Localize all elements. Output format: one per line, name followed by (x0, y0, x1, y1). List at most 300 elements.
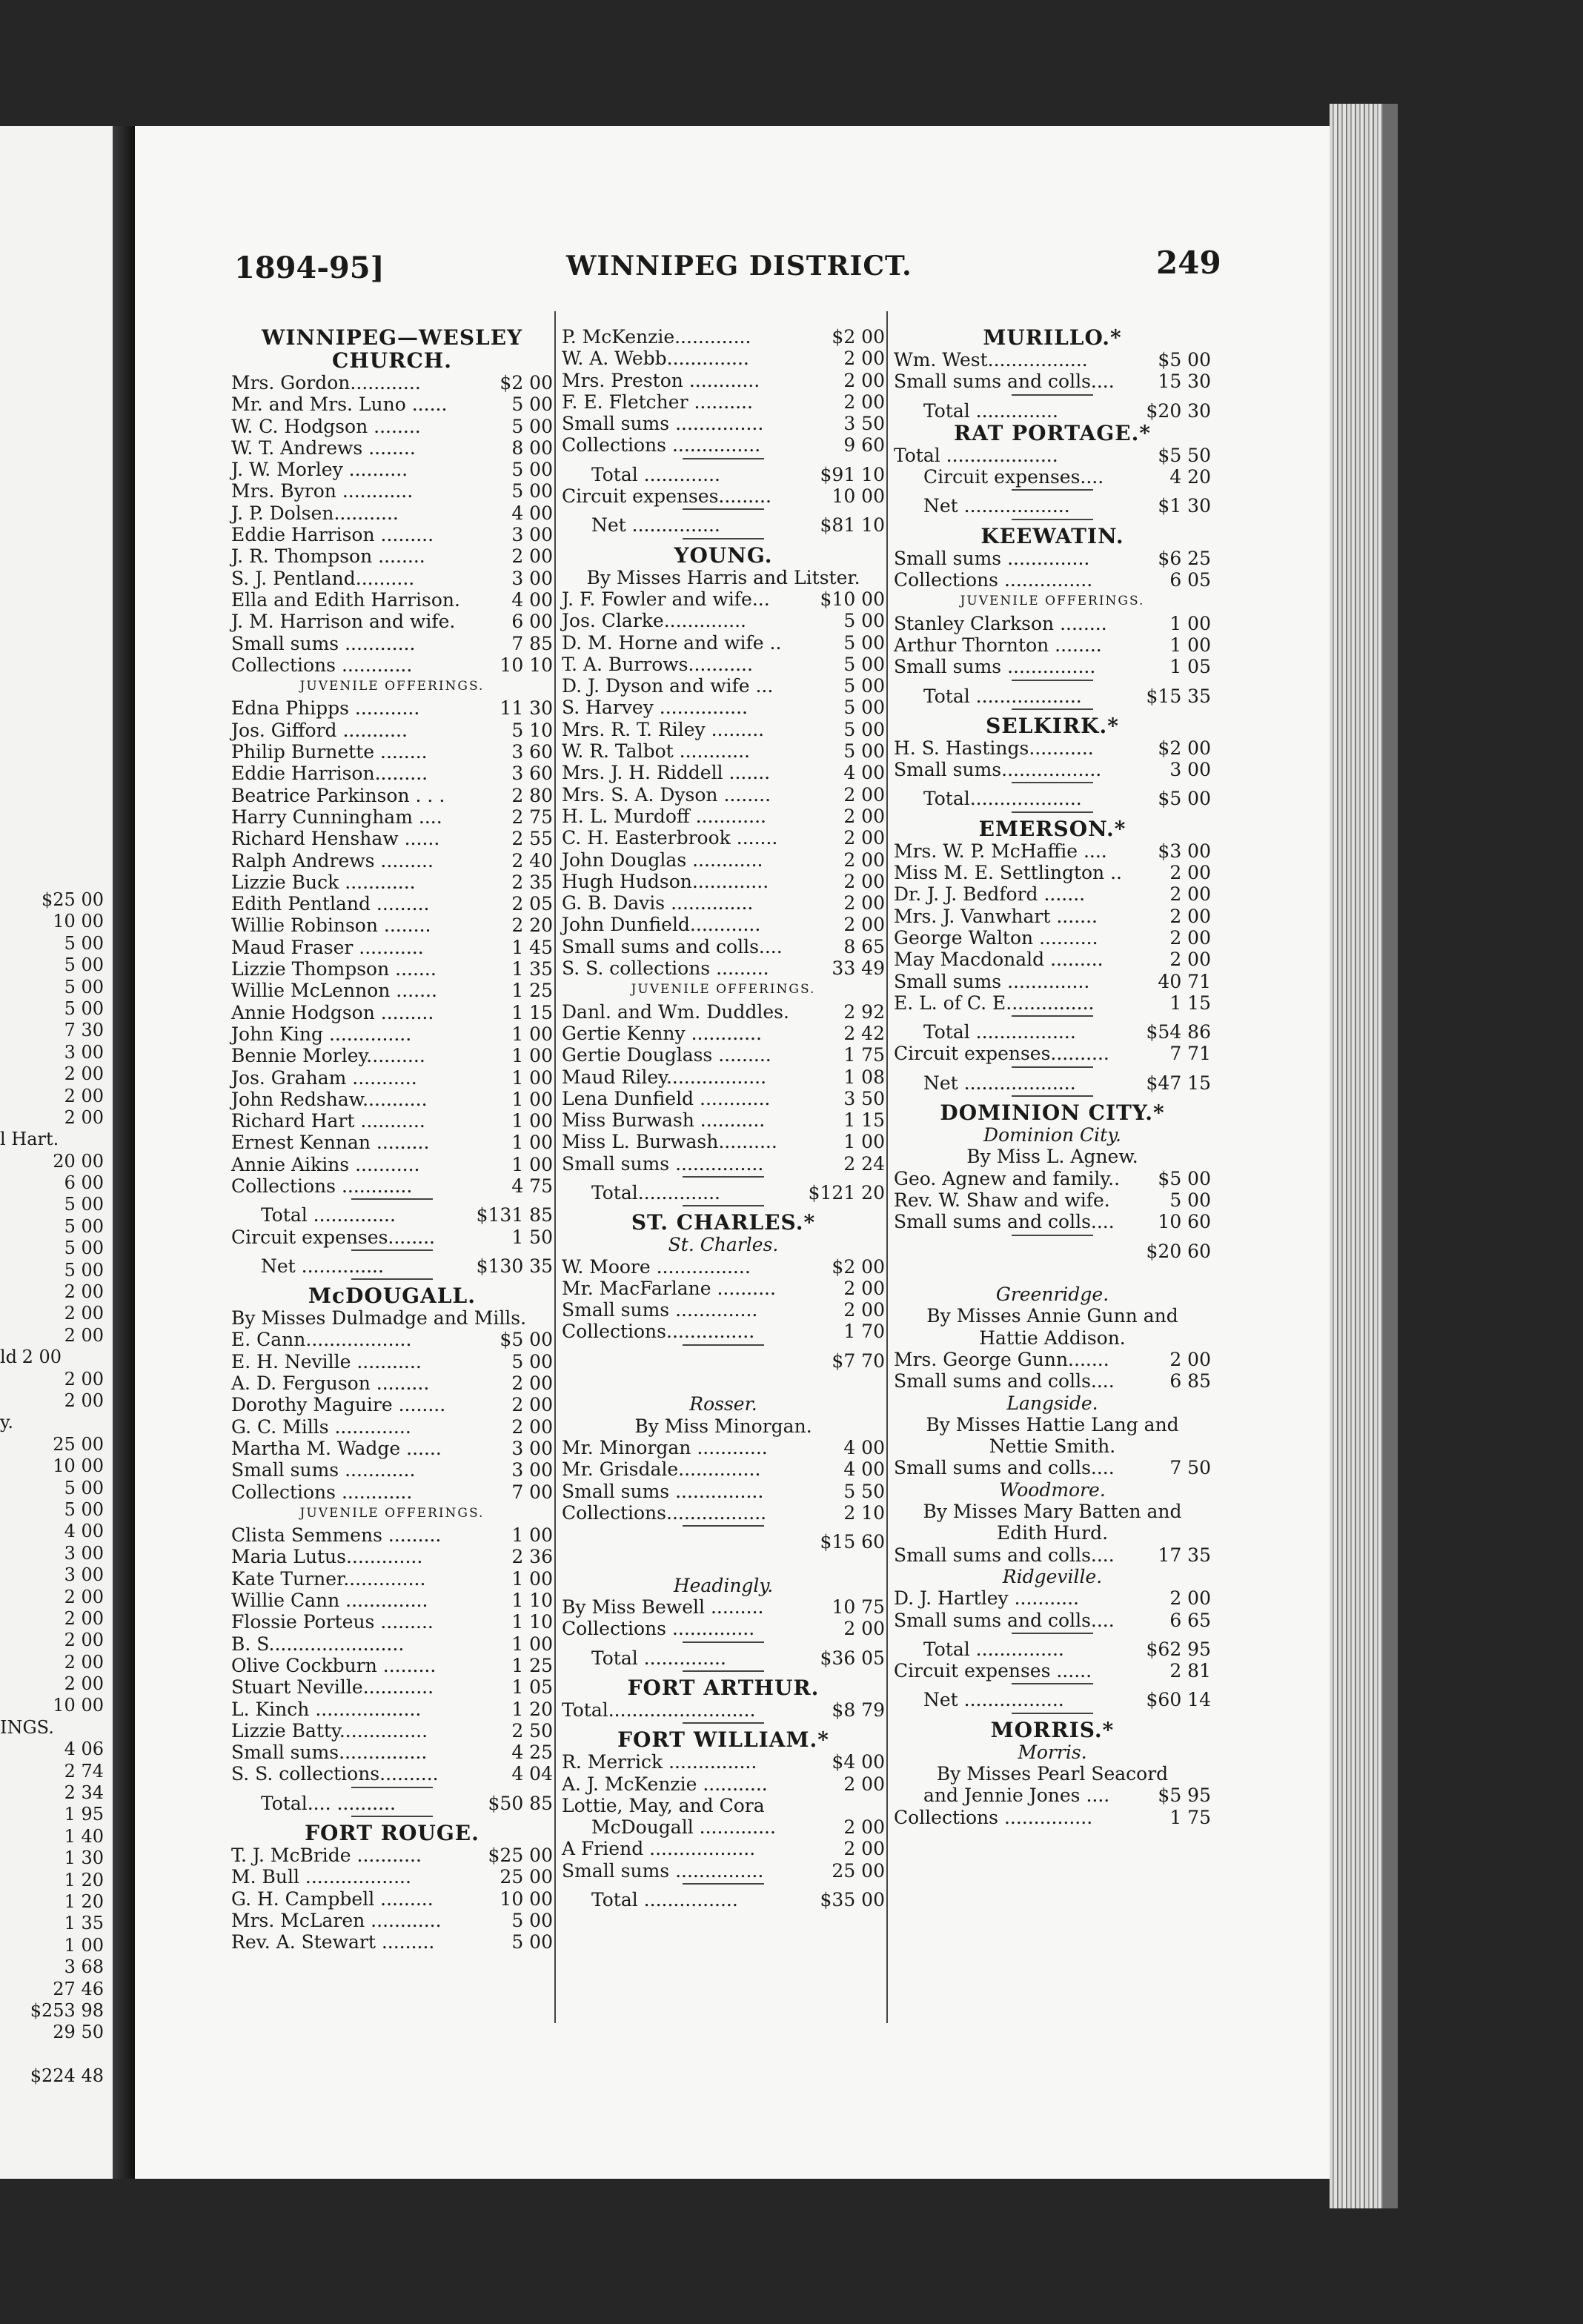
amount: 2 00 (1169, 1587, 1211, 1610)
donor-name: Small sums .............. (894, 547, 1090, 569)
amount: 3 50 (843, 413, 885, 435)
facing-page-row (0, 1673, 111, 1695)
donor-name: S. S. collections ......... (562, 957, 769, 980)
facing-page-row (0, 889, 111, 911)
amount: 1 00 (843, 1131, 885, 1153)
amount: 2 00 (1169, 926, 1211, 949)
donor-name: H. S. Hastings........... (894, 737, 1094, 759)
facing-page-amount: 2 00 (64, 1607, 104, 1629)
donor-name: Total .................. (923, 685, 1082, 707)
ledger-row (231, 785, 553, 806)
donor-name: Mrs. George Gunn....... (894, 1348, 1109, 1370)
facing-page-row (0, 1913, 111, 1934)
donor-name: Mrs. Preston ............ (562, 369, 760, 391)
donor-name: and Jennie Jones .... (923, 1784, 1110, 1807)
donor-name: B. S....................... (231, 1633, 405, 1655)
amount: 1 00 (511, 1633, 553, 1655)
amount: 3 00 (511, 524, 553, 546)
amount: 2 00 (843, 1838, 885, 1860)
place-subheading: Langside. (1006, 1392, 1098, 1414)
amount: $81 10 (820, 514, 885, 537)
donor-name: Small sums................. (894, 759, 1102, 781)
ledger-row (562, 1109, 885, 1131)
ledger-row (562, 1751, 885, 1773)
juvenile-offerings-label: JUVENILE OFFERINGS. (631, 982, 816, 997)
amount: $50 85 (488, 1792, 553, 1814)
donor-name: Total .............. (591, 1647, 726, 1669)
donor-name: George Walton .......... (894, 926, 1098, 949)
ledger-row (562, 762, 885, 783)
ledger-row (562, 632, 885, 654)
donor-name: Mr. Grisdale.............. (562, 1458, 761, 1481)
amount: 1 00 (511, 1567, 553, 1590)
place-subheading: St. Charles. (668, 1234, 779, 1256)
facing-page-row (0, 977, 111, 998)
section-heading: MORRIS.* (990, 1717, 1115, 1742)
amount: 2 00 (511, 1415, 553, 1438)
amount: 1 10 (511, 1611, 553, 1633)
ledger-row (894, 949, 1211, 970)
facing-page-row (0, 1107, 111, 1129)
donor-name: Mrs. J. H. Riddell ....... (562, 762, 771, 784)
ledger-row (894, 927, 1211, 949)
facing-page-amount: 1 40 (64, 1825, 104, 1847)
section-heading: RAT PORTAGE.* (954, 420, 1151, 445)
amount: $91 10 (820, 463, 885, 485)
donor-name: J. R. Thompson ........ (231, 545, 425, 568)
amount: 2 55 (511, 828, 553, 850)
ledger-row (894, 1457, 1211, 1478)
amount: 1 00 (511, 1132, 553, 1154)
donor-name: Maud Fraser ........... (231, 936, 424, 958)
amount: $54 86 (1146, 1021, 1211, 1043)
facing-page-amount: 10 00 (53, 1455, 104, 1477)
place-subheading: Ridgeville. (1002, 1565, 1103, 1587)
ledger-row (562, 1596, 885, 1618)
ledger-row (894, 992, 1211, 1014)
ledger-row (231, 1910, 553, 1931)
ledger-row (894, 862, 1211, 883)
facing-page-row (0, 1390, 111, 1412)
donor-name: J. F. Fowler and wife... (562, 588, 770, 610)
donor-name: John King .............. (231, 1023, 412, 1045)
amount: 1 15 (511, 1001, 553, 1023)
facing-page-amount: 2 00 (21, 1347, 62, 1368)
ledger-row (231, 1154, 553, 1175)
amount: 33 49 (832, 957, 885, 980)
juvenile-offerings-label: JUVENILE OFFERINGS. (960, 594, 1145, 609)
facing-page-row (0, 1782, 111, 1804)
ledger-row (231, 1394, 553, 1415)
facing-page-amount: 3 00 (64, 1564, 104, 1586)
ledger-row (231, 524, 553, 545)
donor-name: Small sums and colls.... (562, 935, 783, 957)
donor-name: Circuit expenses.......... (894, 1043, 1109, 1065)
donor-name: Stanley Clarkson ........ (894, 612, 1107, 634)
ledger-row (562, 1860, 885, 1882)
ledger-row (562, 1321, 885, 1342)
page-shadow (1383, 104, 1398, 2208)
donor-name: C. H. Easterbrook ....... (562, 827, 778, 849)
amount: $5 00 (1158, 788, 1211, 810)
facing-page-amount: 1 20 (64, 1869, 104, 1890)
donor-name: T. A. Burrows........... (562, 653, 753, 675)
facing-page-amount: 6 00 (64, 1172, 104, 1194)
donor-name: Ralph Andrews ......... (231, 849, 434, 872)
donor-name: Total .............. (261, 1204, 396, 1226)
section-heading: CHURCH. (332, 348, 452, 373)
donor-name: Total.............. (591, 1181, 720, 1204)
donor-name: Collections ............ (231, 1481, 413, 1503)
facing-page-row (0, 1499, 111, 1521)
donor-name: Small sums and colls.... (894, 1211, 1115, 1233)
facing-page-row (0, 1804, 111, 1825)
ledger-row (231, 1568, 553, 1590)
ledger-row (894, 1807, 1211, 1828)
amount: 4 75 (511, 1175, 553, 1197)
ledger-row (562, 1088, 885, 1109)
donor-name: Lizzie Batty............... (231, 1719, 428, 1742)
facing-page-amount: 2 00 (64, 1303, 104, 1324)
ledger-row (894, 737, 1211, 759)
amount: 1 10 (511, 1590, 553, 1612)
ledger-row (231, 1067, 553, 1089)
donor-name: Mrs. S. A. Dyson ........ (562, 783, 771, 806)
donor-name: Collections ............... (562, 434, 761, 456)
ledger-row (894, 1349, 1211, 1370)
ledger-row (562, 485, 885, 507)
amount: 1 05 (511, 1676, 553, 1699)
donor-name: Small sums ............... (562, 1859, 764, 1882)
rule-line (1012, 680, 1093, 681)
amount: $15 35 (1146, 685, 1211, 707)
ledger-row (231, 1329, 553, 1350)
amount: $5 95 (1158, 1784, 1211, 1807)
section-heading: DOMINION CITY.* (940, 1100, 1165, 1126)
donor-name: Small sums ............ (231, 1459, 416, 1481)
facing-page-amount: 5 00 (64, 1498, 104, 1520)
amount: $36 05 (820, 1647, 885, 1669)
donor-name: Edith Pentland ......... (231, 893, 430, 915)
section-heading: FORT ROUGE. (305, 1821, 479, 1845)
rule-line (351, 1249, 433, 1251)
ledger-row (562, 1001, 885, 1023)
rule-line (1012, 1066, 1093, 1068)
ledger-row (231, 893, 553, 914)
donor-name: John Douglas ............ (562, 849, 763, 871)
amount: 1 00 (511, 1153, 553, 1175)
ledger-row (231, 1546, 553, 1567)
facing-page-row (0, 1412, 111, 1433)
amount: 2 36 (511, 1546, 553, 1568)
ledger-row (562, 464, 885, 485)
amount: 25 00 (832, 1859, 885, 1882)
ledger-row (562, 588, 885, 610)
donor-name: Lizzie Buck ............ (231, 871, 416, 893)
ledger-row (562, 1502, 885, 1524)
donor-name: Flossie Porteus ......... (231, 1611, 434, 1633)
facing-page-row (0, 1129, 111, 1150)
ledger-row (231, 1481, 553, 1503)
amount: 2 00 (843, 1816, 885, 1839)
rule-line (683, 1722, 764, 1724)
facing-page-row (0, 998, 111, 1020)
facing-page-row (0, 1455, 111, 1477)
amount: 1 15 (843, 1109, 885, 1132)
ledger-row (231, 459, 553, 480)
amount: 1 75 (843, 1044, 885, 1066)
donor-name: Maud Riley................. (562, 1066, 767, 1088)
amount: $121 20 (808, 1181, 885, 1204)
donor-name: Gertie Kenny ............ (562, 1022, 762, 1044)
collector-note: By Misses Pearl Seacord (936, 1763, 1169, 1785)
ledger-row (894, 1370, 1211, 1392)
amount: 2 40 (511, 849, 553, 872)
rule-line (351, 1198, 433, 1200)
ledger-row (562, 849, 885, 871)
donor-name: Small sums and colls.... (894, 1544, 1115, 1566)
donor-name: Dorothy Maguire ........ (231, 1394, 446, 1416)
amount: $10 00 (820, 588, 885, 610)
donor-name: A Friend .................. (562, 1838, 756, 1860)
ledger-row (562, 1182, 885, 1204)
donor-name: Total.... .......... (261, 1792, 396, 1814)
ledger-row (562, 1437, 885, 1458)
ledger-row (231, 1045, 553, 1066)
facing-page-row (0, 1325, 111, 1347)
ledger-row (231, 1132, 553, 1153)
ledger-row (894, 759, 1211, 780)
amount: 4 00 (843, 1436, 885, 1458)
amount: 2 00 (843, 892, 885, 914)
ledger-row (562, 326, 885, 348)
book-gutter (113, 126, 135, 2179)
amount: $2 00 (1158, 737, 1211, 759)
ledger-row (231, 1372, 553, 1394)
donor-name: Small sums .............. (894, 970, 1090, 992)
amount: 5 00 (1169, 1189, 1211, 1211)
donor-name: Mrs. Gordon............ (231, 372, 421, 394)
donor-name: Lottie, May, and Cora (562, 1794, 765, 1816)
amount: 3 50 (843, 1087, 885, 1109)
amount: $5 00 (500, 1329, 553, 1351)
donor-name: By Miss Bewell ......... (562, 1596, 764, 1618)
page-edges (1330, 104, 1383, 2208)
amount: 1 00 (511, 1088, 553, 1110)
facing-page-row (0, 1086, 111, 1107)
amount: 10 10 (500, 654, 553, 676)
amount: 15 30 (1158, 371, 1211, 393)
amount: 2 00 (1169, 1348, 1211, 1370)
donor-name: D. M. Horne and wife .. (562, 631, 782, 654)
facing-page-amount: 2 00 (64, 1106, 104, 1128)
amount: 4 00 (511, 502, 553, 524)
ledger-row (231, 828, 553, 849)
amount: 4 25 (511, 1742, 553, 1764)
facing-page-row (0, 1216, 111, 1238)
facing-page-amount: 20 00 (53, 1150, 104, 1172)
donor-name: Net .............. (261, 1255, 384, 1277)
facing-page-row (0, 1847, 111, 1869)
amount: $6 25 (1158, 547, 1211, 569)
facing-page-amount: 1 30 (64, 1847, 104, 1869)
collector-note: Hattie Addison. (979, 1327, 1126, 1349)
donor-name: McDougall ............. (591, 1816, 776, 1839)
ledger-row (894, 613, 1211, 634)
facing-page-amount: 2 00 (64, 1281, 104, 1303)
ledger-row (894, 1168, 1211, 1189)
donor-name: Total................... (923, 788, 1082, 810)
juvenile-offerings-label: JUVENILE OFFERINGS. (299, 679, 485, 694)
amount: 2 81 (1169, 1660, 1211, 1682)
donor-name: Willie Robinson ........ (231, 914, 431, 937)
amount: 3 00 (1169, 759, 1211, 781)
facing-page-row (0, 1020, 111, 1041)
rule-line (683, 1344, 764, 1346)
amount: 2 00 (1169, 883, 1211, 906)
ledger-row (231, 480, 553, 502)
ledger-row (231, 1763, 553, 1784)
amount: 1 25 (511, 1654, 553, 1676)
amount: 2 00 (843, 369, 885, 391)
donor-name: P. McKenzie............. (562, 326, 751, 348)
facing-page-amount: 2 00 (64, 1063, 104, 1085)
rule-line (1012, 782, 1093, 783)
ledger-row (231, 1226, 553, 1248)
ledger-row (894, 371, 1211, 392)
facing-page-row (0, 1891, 111, 1913)
amount: 2 50 (511, 1719, 553, 1742)
facing-page-row (0, 1870, 111, 1891)
section-heading: ST. CHARLES.* (631, 1210, 816, 1235)
amount: 2 10 (843, 1501, 885, 1524)
page-year: 1894-95] (234, 250, 385, 285)
ledger-row (231, 1438, 553, 1459)
ledger-row (231, 654, 553, 676)
juvenile-offerings-label: JUVENILE OFFERINGS. (299, 1505, 485, 1521)
ledger-row (894, 1639, 1211, 1660)
donor-name: Ernest Kennan ......... (231, 1132, 430, 1154)
amount: 2 75 (511, 806, 553, 828)
donor-name: May Macdonald ......... (894, 949, 1104, 971)
column-divider (554, 311, 556, 2023)
ledger-row (562, 1458, 885, 1480)
ledger-row (562, 1531, 885, 1553)
amount: $130 35 (476, 1255, 553, 1277)
donor-name: Collections ............ (231, 654, 413, 676)
amount: 10 00 (500, 1888, 553, 1910)
ledger-row (894, 1544, 1211, 1566)
facing-page-amount: 2 00 (64, 1368, 104, 1390)
ledger-row (562, 806, 885, 827)
facing-page-row (0, 1826, 111, 1847)
facing-page-row (0, 2044, 111, 2065)
amount: $7 70 (832, 1349, 885, 1372)
rule-line (351, 1816, 433, 1817)
facing-page-amount: 5 00 (64, 932, 104, 954)
ledger-row (231, 1351, 553, 1372)
ledger-row (562, 654, 885, 675)
donor-name: J. P. Dolsen........... (231, 502, 399, 524)
ledger-row (894, 1784, 1211, 1806)
donor-name: Collections .............. (562, 1618, 755, 1640)
facing-page-row (0, 1956, 111, 1978)
donor-name: Martha M. Wadge ...... (231, 1437, 442, 1459)
ledger-row (231, 1931, 553, 1953)
ledger-row (231, 416, 553, 437)
ledger-row (894, 1043, 1211, 1064)
ledger-row (562, 1131, 885, 1152)
donor-name: Circuit expenses......... (562, 485, 771, 508)
ledger-row (894, 1241, 1211, 1262)
ledger-row (562, 348, 885, 369)
facing-page-amount: 5 00 (64, 1215, 104, 1237)
facing-page-amount: 5 00 (64, 954, 104, 976)
ledger-row (562, 391, 885, 413)
amount: 10 60 (1158, 1211, 1211, 1233)
amount: 5 00 (511, 415, 553, 437)
amount: $2 00 (832, 326, 885, 348)
amount: 4 00 (843, 762, 885, 784)
facing-page-text: y. (0, 1412, 13, 1433)
section-heading: MURILLO.* (983, 325, 1122, 350)
amount: 7 71 (1169, 1043, 1211, 1065)
donor-name: Jos. Graham ........... (231, 1066, 417, 1089)
facing-page-row (0, 1172, 111, 1194)
rule-line (683, 1883, 764, 1885)
ledger-row (894, 788, 1211, 809)
collector-note: By Misses Annie Gunn and (926, 1305, 1178, 1327)
ledger-row (562, 957, 885, 979)
amount: $62 95 (1146, 1638, 1211, 1660)
donor-name: Geo. Agnew and family.. (894, 1167, 1121, 1189)
facing-page-row (0, 1761, 111, 1782)
ledger-row (231, 980, 553, 1001)
amount: 2 00 (1169, 949, 1211, 971)
donor-name: Total ................. (923, 1021, 1076, 1043)
donor-name: L. Kinch .................. (231, 1698, 422, 1720)
ledger-row (562, 1889, 885, 1910)
facing-page-amount: 10 00 (53, 911, 104, 932)
amount: 11 30 (500, 697, 553, 720)
amount: 2 00 (511, 1394, 553, 1416)
facing-page-amount: 27 46 (53, 1978, 104, 1999)
ledger-row (894, 445, 1211, 466)
amount: 5 00 (843, 631, 885, 654)
donor-name: A. J. McKenzie ........... (562, 1773, 768, 1795)
ledger-row (231, 1888, 553, 1910)
amount: 1 25 (511, 980, 553, 1002)
donor-name: Small sums and colls.... (894, 1457, 1115, 1479)
amount: 1 20 (511, 1698, 553, 1720)
amount: 5 00 (843, 740, 885, 763)
amount: 2 00 (843, 914, 885, 936)
ledger-row (231, 914, 553, 936)
amount: 5 00 (511, 459, 553, 481)
amount: 5 00 (843, 718, 885, 740)
donor-name: Bennie Morley.......... (231, 1045, 425, 1067)
ledger-row (894, 906, 1211, 927)
donor-name: J. M. Harrison and wife. (231, 611, 456, 633)
facing-page-amount: 2 74 (64, 1760, 104, 1782)
rule-line (1012, 489, 1093, 491)
ledger-row (562, 740, 885, 762)
facing-page-amount: 1 00 (64, 1934, 104, 1956)
section-heading: WINNIPEG—WESLEY (261, 325, 523, 350)
donor-name: Kate Turner.............. (231, 1567, 426, 1590)
spacer (562, 1372, 885, 1393)
facing-page-amount: 7 30 (64, 1020, 104, 1041)
